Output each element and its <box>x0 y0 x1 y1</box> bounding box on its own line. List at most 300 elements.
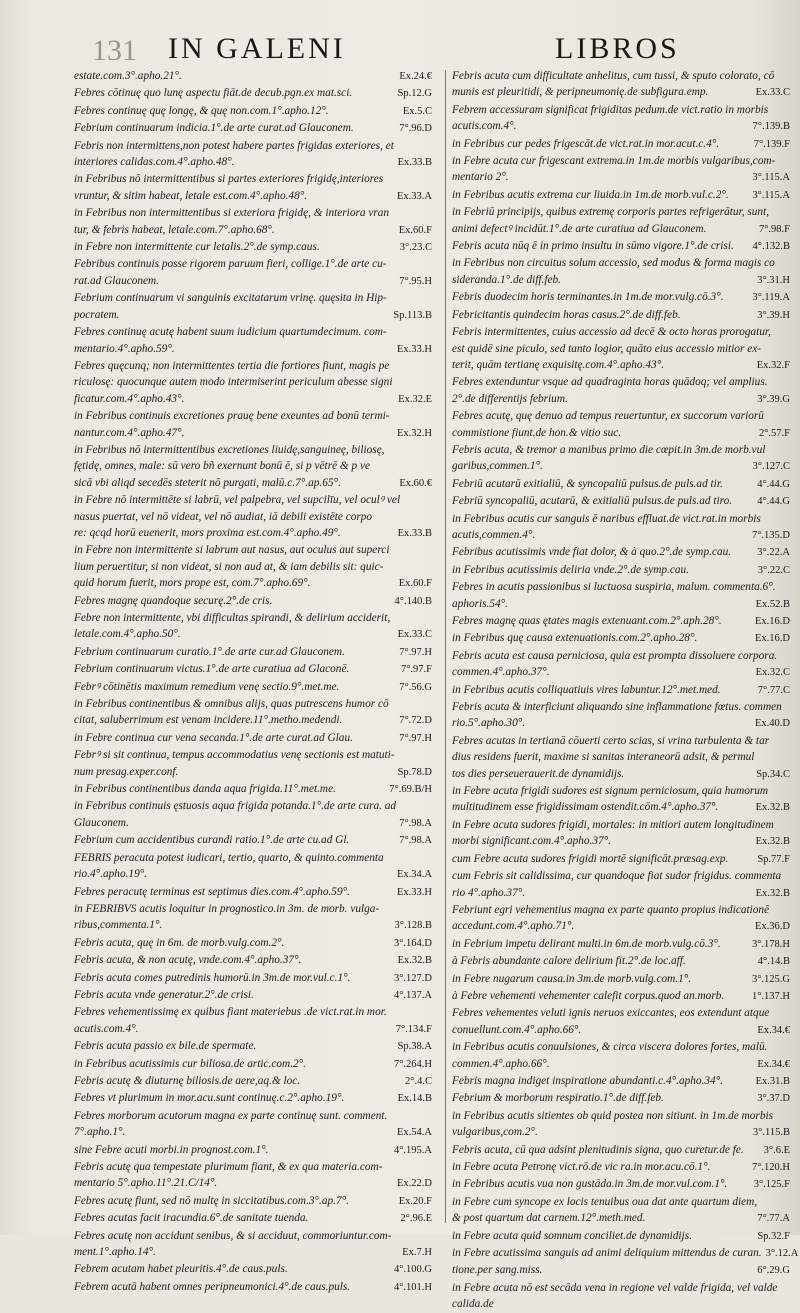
index-entry-text: in Febre nugarum causa.in 3m.de morb.vulg.com.1°. <box>452 972 692 985</box>
index-entry-text: in Febribus nō intermittentibus excretiones liuidę,sanguineę, biliosę, <box>74 443 385 456</box>
index-entry-line <box>74 68 432 85</box>
index-entry-line <box>74 626 432 643</box>
index-entry-line <box>452 118 790 135</box>
index-entry-line <box>452 682 790 699</box>
index-entry-text: ficatur.com.4°.apho.43°. <box>74 392 185 405</box>
index-entry-line <box>452 136 790 153</box>
index-entry-line <box>74 324 432 340</box>
index-entry-reference: 4°.137.A <box>393 989 432 1001</box>
index-entry-text: nasus puertat, vel nō videat, vel nō audiat, iā debili existēte corpo <box>74 510 373 523</box>
index-entry-text: 2°.de differentijs febrium. <box>452 392 568 405</box>
index-entry-text: fętidę, omnes, male: sū vero bñ exernunt bonū ē, si p vētrē & p ve <box>74 460 371 473</box>
index-entry-line <box>74 290 432 306</box>
index-entry-text: in Febribus acutis colliquatiuis vires labuntur.12°.met.med. <box>452 683 721 696</box>
index-entry-text: in Febribus acutis cur sanguis ē naribus effluat.de vict.rat.in morbis <box>452 512 761 525</box>
index-entry-reference: 3°.127.C <box>752 461 790 473</box>
index-entry-text: multitudinem esse frigidissimam ostendit.cōm.4°.apho.37°. <box>452 801 719 814</box>
index-entry-line <box>452 187 790 204</box>
index-entry-line <box>74 1159 432 1175</box>
index-entry-line <box>452 783 790 799</box>
index-entry-line <box>452 953 790 970</box>
index-entry-text: in Febribus acutis sitientes ob quid postea non sitiunt. in 1m.de morbis <box>452 1109 774 1122</box>
index-entry-text: in Febre acuta nō est secāda vena in regione vel valde frigida, vel valde <box>452 1281 778 1294</box>
index-entry-line <box>74 1124 432 1141</box>
index-entry-line <box>74 341 432 358</box>
index-entry-text: dius residens fuerit, maxime si sanitas interaneorū adsit, & permul <box>452 751 755 764</box>
index-entry-line <box>452 799 790 816</box>
index-entry-reference: Ex.32.C <box>755 667 790 679</box>
index-entry-line <box>74 1244 432 1261</box>
index-entry-line <box>74 1038 432 1055</box>
index-entry-text: in Febribus nō intermittentibus si partes exteriores frigidę,interiores <box>74 173 384 186</box>
index-entry-line <box>452 102 790 118</box>
index-entry-text: Febres peracutę terminus est septimus dies.com.4°.apho.59°. <box>74 885 350 898</box>
index-entry-reference: Sp.34.C <box>756 768 790 780</box>
column-divider <box>445 70 446 1223</box>
index-entry-reference: Ex.34.€ <box>757 1024 790 1036</box>
index-entry-reference: Ex.60.F <box>398 578 432 590</box>
index-entry-line <box>74 542 432 558</box>
index-entry-text: Febres acutę non accidunt senibus, & si acciduut, commoriuntur.com- <box>74 1229 392 1242</box>
index-entry-line <box>452 918 790 935</box>
index-entry-reference: Ex.33.C <box>755 87 790 99</box>
index-entry-text: in Febribus continuis ęstuosis aqua frigida potanda.1°.de arte cura. ad <box>74 800 397 813</box>
index-entry-text: in Febre acuta sudores frigidi, mortales: in mitiori autem longitudinem <box>452 818 774 831</box>
index-entry-text: Febres acutas facit iracundia.6°.de sanitate tuenda. <box>74 1212 309 1225</box>
index-entry-line <box>74 1279 432 1296</box>
index-entry-text: in Febre acuta cur frigescant extrema.in 1m.de morbis vulgaribus,com- <box>452 155 776 168</box>
index-entry-reference: 3°.22.C <box>757 564 790 576</box>
index-entry-line <box>452 1228 790 1245</box>
index-entry-reference: Ex.34.A <box>397 869 432 881</box>
index-entry-reference: 7°.134.F <box>395 1023 432 1035</box>
index-entry-text: Febrium continuarum curatio.1°.de arte cur.ad Glauconem. <box>74 645 345 658</box>
index-entry-text: interiores calidas.com.4°.apho.48°. <box>74 156 235 169</box>
index-entry-text: tur, & febris habeat, letale.com.7°.apho.68°. <box>74 223 275 236</box>
index-entry-reference: 4°.101.H <box>393 1281 432 1293</box>
index-entry-reference: Ex.32.B <box>755 836 790 848</box>
index-entry-text: sine Febre acuti morbi.in prognost.com.1°. <box>74 1143 269 1156</box>
index-entry-text: Febris magna indiget inspiratione abundanti.c.4°.apho.34°. <box>452 1074 724 1087</box>
index-entry-text: Febres in acutis passionibus si luctuosa suspiria, malum. commenta.6°. <box>452 581 776 594</box>
index-entry-line <box>74 935 432 952</box>
index-entry-line <box>452 1245 799 1262</box>
index-entry-line <box>452 1262 790 1279</box>
index-entry-line <box>452 324 790 340</box>
index-entry-text: acutis.com.4°. <box>74 1022 139 1035</box>
index-entry-line <box>74 781 432 798</box>
index-entry-reference: 7°.120.H <box>751 1162 790 1173</box>
index-entry-reference: 7°.135.D <box>751 529 790 541</box>
index-entry-text: conuellunt.com.4°.apho.66°. <box>452 1023 582 1036</box>
index-entry-text: tione.per sang.miss. <box>452 1264 543 1277</box>
index-entry-line <box>452 715 790 732</box>
index-entry-line <box>452 204 790 220</box>
index-entry-line <box>452 391 790 408</box>
index-entry-text: Febris acuta, quę in 6m. de morb.vulg.com.2°. <box>74 936 285 949</box>
index-entry-reference: 7°.97.H <box>399 732 432 744</box>
index-entry-reference: Ex.60.F <box>398 224 432 236</box>
index-entry-line <box>452 1005 790 1021</box>
index-entry-reference: 3°.125.G <box>751 973 790 985</box>
index-entry-text: Febris acuta nūq ē in primo insultu in sūmo vigore.1°.de crisi. <box>452 240 734 253</box>
index-entry-reference: Sp.32.F <box>757 1230 790 1242</box>
index-entry-line <box>74 850 432 866</box>
index-entry-line <box>452 699 790 715</box>
index-entry-reference: 3°.164.D <box>393 937 432 949</box>
index-entry-line <box>74 509 432 525</box>
index-entry-text: Febrem acutā habent omnes peripneumonici.4°.de caus.puls. <box>74 1280 351 1293</box>
index-entry-reference: 3°.12.A <box>765 1248 799 1260</box>
index-entry-text: vruntur, & sitim habeat, letale est.com.4°.apho.48°. <box>74 189 308 202</box>
index-entry-reference: Ex.32.B <box>755 802 790 814</box>
index-entry-text: Febres magnę quandoque securę.2°.de cris. <box>74 594 273 607</box>
index-entry-text: Febres acutę, quę denuo ad tempus reuertuntur, ex succorum variorū <box>452 410 764 423</box>
index-entry-reference: 4°.44.G <box>757 496 790 508</box>
index-entry-reference: 3°.128.B <box>394 920 432 932</box>
index-entry-reference: Ex.14.B <box>397 1093 432 1105</box>
index-entry-text: in Febribus continuis excretiones prauę bene exeuntes ad bonū termi- <box>74 410 390 423</box>
index-entry-reference: Ex.32.F <box>756 359 790 371</box>
index-entry-line <box>452 425 790 442</box>
index-entry-text: Febris acuta cum difficultate anhelitus, cum tussi, & sputo colorato, cō <box>452 70 775 82</box>
index-entry-reference: 7°.77.C <box>757 684 790 696</box>
index-entry-reference: Ex.33.H <box>397 343 432 355</box>
index-entry-text: Febres morborum acutorum magna ex parte continuę sunt. comment. <box>74 1109 388 1122</box>
index-entry-reference: 3°.37.D <box>757 1093 790 1105</box>
index-entry-line <box>452 817 790 833</box>
index-entry-reference: Ex.31.B <box>755 1075 790 1087</box>
index-entry-line <box>452 341 790 357</box>
index-entry-line <box>452 1124 790 1141</box>
index-entry-line <box>452 307 790 324</box>
index-entry-line <box>452 1210 790 1227</box>
index-entry-reference: Ex.7.H <box>402 1247 432 1259</box>
index-entry-reference: Sp.77.F <box>757 853 790 865</box>
index-entry-text: commistione fiunt.de hon.& vitio suc. <box>452 426 622 439</box>
index-entry-line <box>452 613 790 630</box>
index-entry-line <box>452 408 790 424</box>
index-entry-line <box>452 357 790 374</box>
index-entry-line <box>452 527 790 544</box>
index-entry-text: in Febre continua cur vena secanda.1°.de arte curat.ad Glau. <box>74 731 353 744</box>
index-entry-line <box>74 1193 432 1210</box>
index-entry-text: in Febribus acutis vua non gustāda.in 3m.de mor.vul.com.1°. <box>452 1178 728 1191</box>
index-entry-text: cum Febris sit calidissima, cur quandoque fiat sudor frigidus. commenta <box>452 870 782 883</box>
index-entry-line <box>74 644 432 661</box>
index-entry-text: Febres cōtinuę quo lunę aspectu fiāt.de decub.pgn.ex mat.sci. <box>74 87 353 100</box>
index-entry-reference: 3°.39.H <box>757 309 790 321</box>
index-entry-line <box>74 154 432 171</box>
index-entry-line <box>74 593 432 610</box>
index-entry-text: FEBRIS peracuta potest iudicari, tertio, quarto, & quinto.commenta <box>74 851 384 864</box>
index-entry-line <box>74 832 432 849</box>
index-entry-text: tos dies perseuerauerit.de dynamidijs. <box>452 767 625 780</box>
index-entry-text: in Febribus acutis extrema cur liuida.in 1m.de morb.vul.c.2°. <box>452 188 729 201</box>
index-entry-line <box>74 866 432 883</box>
index-entry-reference: 3°.23.C <box>399 242 432 254</box>
index-entry-line <box>452 1022 790 1039</box>
index-entry-line <box>74 712 432 729</box>
index-entry-reference: 7°.98.F <box>758 223 790 235</box>
index-entry-reference: 3°.127.D <box>393 972 432 984</box>
index-entry-reference: 7°.72.D <box>399 715 432 727</box>
index-entry-text: in Febre cum syncope ex locis tenuibus oua dat ante quartum diem, <box>452 1195 758 1208</box>
index-entry-line <box>452 868 790 884</box>
index-entry-text: in Febre acuta frigidi sudores est signum perniciosum, quia humorum <box>452 785 769 798</box>
index-entry-reference: Ex.40.D <box>755 718 790 730</box>
index-entry-line <box>74 970 432 987</box>
index-entry-reference: 4°.14.B <box>757 956 790 968</box>
index-entry-line <box>452 1073 790 1090</box>
index-entry-line <box>452 1296 790 1312</box>
index-entry-text: animi defectꝰ incidūt.1°.de arte curatiua ad Glauconem. <box>452 222 707 235</box>
index-entry-line <box>74 188 432 205</box>
index-entry-text: in Febribus quę causa extenuationis.com.2°.apho.28°. <box>452 632 698 645</box>
index-entry-text: num presag.exper.conf. <box>74 765 179 778</box>
index-entry-line <box>452 833 790 850</box>
index-entry-text: acutis,commen.4°. <box>452 528 536 541</box>
index-entry-text: Febriū syncopaliū, acutarū, & exitialiū pulsus.de puls.ad tiro. <box>452 495 733 508</box>
index-entry-text: accedunt.com.4°.apho.71°. <box>452 920 575 933</box>
index-entry-text: terit, quām tertianę exquisitę.com.4°.apho.43°. <box>452 358 665 371</box>
index-entry-text: in Febribus acutissimis deliria vnde.2°.de symp.cau. <box>452 563 690 576</box>
index-entry-text: Febres acutę fiunt, sed nō multę in siccitatibus.com.3°.ap.7°. <box>74 1194 349 1207</box>
index-entry-text: Febrium cum accidentibus curandi ratio.1°.de arte cu.ad Gl. <box>74 834 350 847</box>
index-entry-reference: 7°.98.A <box>399 817 432 829</box>
index-entry-line <box>74 987 432 1004</box>
index-entry-text: sicā vbi aliqd secedēs steterit nō purgati, malū.c.7°.ap.65°. <box>74 476 341 489</box>
index-entry-reference: 3°.6.E <box>763 1144 790 1156</box>
index-entry-text: Febricitantis quindecim horas casus.2°.de diff.feb. <box>452 308 681 321</box>
index-entry-line <box>452 289 790 306</box>
index-entry-reference: 4°.44.G <box>757 478 790 490</box>
index-entry-reference: Ex.34.€ <box>757 1058 790 1070</box>
index-entry-text: Febris acuta, cū qua adsint plenitudinis signa, quo curetur.de fe. <box>452 1143 744 1156</box>
index-entry-text: pocratem. <box>74 308 120 321</box>
index-entry-reference: Sp.38.A <box>397 1041 432 1053</box>
index-entry-text: Febres acutas in tertianā cōuerti certo scias, si vrina turbulenta & tar <box>452 734 770 747</box>
index-entry-text: calida.de <box>452 1298 494 1311</box>
index-entry-reference: 7°.96.D <box>399 123 432 135</box>
index-entry-text: in Febribus acutissimis cur biliosa.de artic.com.2°. <box>74 1057 307 1070</box>
index-entry-text: Febriunt egri vehementius magna ex parte quanto propius indicationē <box>452 903 770 916</box>
index-entry-text: Febres quęcunq; non intermittentes tertia die fortiores fiunt, magis pe <box>74 359 390 372</box>
index-entry-line <box>452 988 790 1005</box>
index-entry-line <box>452 1280 790 1296</box>
running-title-right: LIBROS <box>555 32 680 65</box>
index-entry-text: re: qcqd horū euenerit, mors proxima est.com.4°.apho.49°. <box>74 526 341 539</box>
index-entry-reference: 7°.139.F <box>753 138 790 150</box>
index-entry-line <box>74 103 432 120</box>
index-entry-line <box>74 458 432 474</box>
index-entry-text: in Febribus continentibus danda aqua frigida.11°.met.me. <box>74 783 336 796</box>
index-entry-text: vulgaribus,com.2°. <box>452 1126 538 1139</box>
index-entry-line <box>452 851 790 868</box>
index-entry-text: lium peruertitur, si non videat, si non aud at, & iam debilis sit: quic- <box>74 560 384 573</box>
index-entry-reference: 4°.195.A <box>393 1144 432 1156</box>
index-entry-line <box>74 358 432 374</box>
index-entry-line <box>452 664 790 681</box>
index-entry-reference: 7°.97.F <box>400 664 432 676</box>
index-entry-line <box>452 579 790 595</box>
index-entry-line <box>452 1142 790 1159</box>
index-entry-reference: 3°.125.F <box>753 1179 790 1191</box>
index-entry-line <box>452 733 790 749</box>
index-entry-reference: 2°.4.C <box>405 1075 432 1087</box>
index-entry-line <box>452 1194 790 1210</box>
index-entry-reference: 6°.29.G <box>757 1265 790 1277</box>
index-entry-text: à Febris abundante calore delirium fit.2°.de loc.aff. <box>452 955 686 968</box>
index-entry-text: Febris acutę & diuturnę biliosis.de aere,aq.& loc. <box>74 1074 301 1087</box>
index-entry-reference: 7°.97.H <box>399 646 432 658</box>
index-entry-line <box>74 815 432 832</box>
index-entry-line <box>452 1159 790 1176</box>
index-entry-line <box>74 1073 432 1090</box>
index-entry-line <box>452 374 790 390</box>
index-entry-text: Febres vt plurimum in mor.acu.sunt continuę.c.2°.apho.19°. <box>74 1092 345 1105</box>
index-entry-reference: Ex.32.B <box>755 887 790 899</box>
index-entry-line <box>74 492 432 508</box>
index-entry-reference: 3°.115.B <box>752 1127 790 1139</box>
index-entry-text: Febres continuę quę longę, & quę non.com.1°.apho.12°. <box>74 104 329 117</box>
index-entry-reference: 7°.98.A <box>399 835 432 847</box>
index-entry-line <box>452 749 790 765</box>
index-entry-text: ribus,commenta.1°. <box>74 919 163 932</box>
index-entry-text: Febriū acutarū exitialiū, & syncopaliū pulsus.de puls.ad tir. <box>452 477 723 490</box>
index-entry-text: in Febribus non circuitus solum accessio, sed modus & forma magis co <box>452 257 775 270</box>
index-entry-text: Febris acuta comes putredinis humorū.in 3m.de mor.vul.c.1°. <box>74 971 351 984</box>
index-entry-line <box>452 596 790 613</box>
index-entry-text: mentario 2°. <box>452 171 509 184</box>
index-entry-text: à Febre vehementi vehementer calefit corpus.quod an.morb. <box>452 989 725 1002</box>
index-entry-text: Febris acuta, & non acutę, vnde.com.4°.apho.37°. <box>74 954 302 967</box>
index-entry-line <box>74 679 432 696</box>
index-entry-text: Febres magnę quas ętates magis extenuant.com.2°.aph.28°. <box>452 615 722 627</box>
index-entry-text: in Febre acutissima sanguis ad animi deliquium mittendus de curan. <box>452 1247 762 1260</box>
index-entry-text: Febrꝰ cōtinētis maximum remedium venę sectio.9°.met.me. <box>74 680 340 693</box>
index-entry-line <box>74 696 432 712</box>
index-entry-line <box>74 1210 432 1227</box>
index-entry-reference: Ex.54.A <box>397 1127 432 1139</box>
index-entry-text: Febrꝰ si sit continua, tempus accommodatius venę sectionis est matuti- <box>74 749 395 762</box>
index-entry-reference: 1°.137.H <box>751 990 790 1002</box>
index-entry-text: Febris acutę qua tempestate plurimum fiant, & ex qua materia.com- <box>74 1161 383 1173</box>
index-entry-reference: Ex.5.C <box>402 105 432 117</box>
index-entry-text: Febrium continuarum indicia.1°.de arte curat.ad Glauconem. <box>74 122 354 135</box>
index-entry-reference: 3°.22.A <box>757 547 790 559</box>
index-entry-line <box>452 493 790 510</box>
index-entry-text: in Febrium impetu delirant multi.in 6m.de morb.vulg.cō.3°. <box>452 937 721 950</box>
index-entry-line <box>74 120 432 137</box>
index-entry-reference: 4°.140.B <box>394 595 432 607</box>
index-entry-reference: 3°.119.A <box>752 292 790 304</box>
index-entry-text: in Febre acuta Petronę vict.rō.de vic ra.in mor.acu.cō.1°. <box>452 1161 711 1173</box>
index-entry-reference: Ex.32.E <box>398 393 432 405</box>
index-entry-line <box>74 205 432 221</box>
index-entry-line <box>74 1021 432 1038</box>
index-entry-line <box>74 1108 432 1124</box>
index-entry-line <box>74 256 432 272</box>
index-entry-text: Febres vehementissimę ex quibus fiant materiebus .de vict.rat.in mor. <box>74 1006 387 1019</box>
index-entry-line <box>452 84 790 101</box>
index-entry-line <box>74 222 432 239</box>
index-entry-line <box>452 153 790 169</box>
index-column-left <box>74 68 432 1293</box>
index-entry-line <box>452 902 790 918</box>
index-entry-reference: Ex.20.F <box>398 1195 432 1207</box>
index-entry-reference: Ex.16.D <box>755 616 790 627</box>
index-entry-line <box>74 239 432 256</box>
index-entry-reference: 3°.178.H <box>751 938 790 950</box>
index-entry-line <box>74 1056 432 1073</box>
index-entry-reference: Sp.78.D <box>397 766 432 778</box>
index-entry-reference: 2°.96.E <box>400 1213 432 1225</box>
index-entry-line <box>74 525 432 542</box>
index-entry-text: cum Febre acuta sudores frigidi mortē significāt.præsag.exp. <box>452 852 729 865</box>
index-entry-reference: Ex.33.B <box>397 157 432 169</box>
index-entry-text: in Febriū principijs, quibus extremę corporis partes refrigerātur, sunt, <box>452 206 770 219</box>
index-entry-line <box>74 747 432 763</box>
index-entry-line <box>74 730 432 747</box>
index-entry-text: Glauconem. <box>74 816 129 829</box>
index-entry-line <box>452 1108 790 1124</box>
index-entry-line <box>74 764 432 781</box>
index-entry-text: morbi significant.com.4°.apho.37°. <box>452 835 612 848</box>
index-entry-line <box>452 562 790 579</box>
index-entry-line <box>452 68 790 84</box>
index-entry-text: Febrium & morborum respiratio.1°.de diff.feb. <box>452 1092 664 1105</box>
index-entry-reference: Ex.60.€ <box>399 477 432 489</box>
index-entry-reference: 7°.69.B/H <box>389 784 432 796</box>
index-entry-line <box>74 901 432 917</box>
index-entry-text: rio.5°.apho.30°. <box>452 717 526 730</box>
index-entry-line <box>452 272 790 289</box>
index-entry-line <box>452 238 790 255</box>
index-entry-text: in Febre non intermittente si labrum aut nasus, aut oculus aut superci <box>74 544 390 557</box>
index-entry-text: Febres continuę acutę habent suum iudicium quartumdecimum. com- <box>74 326 387 339</box>
index-entry-text: quid horum fuerit, mors prope est, com.7°.apho.69°. <box>74 577 311 590</box>
index-entry-reference: 4°.132.B <box>752 241 790 253</box>
index-entry-text: estate.com.3°.apho.21°. <box>74 70 182 82</box>
index-entry-text: rio 4°.apho.37°. <box>452 886 526 899</box>
index-entry-text: Febris acuta est causa perniciosa, quia est prompta dissoluere corpora. <box>452 649 778 662</box>
index-entry-line <box>74 559 432 575</box>
index-entry-text: Febres extenduntur vsque ad quadraginta horas quādoq; vel amplius. <box>452 376 768 389</box>
index-entry-text: in Febribus non intermittentibus si exteriora frigidę, & interiora vran <box>74 207 390 220</box>
index-entry-text: Febris acuta, & tremor a manibus primo die cœpit.in 3m.de morb.vul <box>452 443 766 456</box>
index-entry-line <box>74 273 432 290</box>
index-entry-reference: 7°.95.H <box>399 275 432 287</box>
index-entry-reference: Ex.33.A <box>397 190 432 202</box>
index-entry-line <box>452 971 790 988</box>
index-entry-line <box>452 648 790 664</box>
index-entry-reference: Ex.52.B <box>755 598 790 610</box>
index-entry-text: aphoris.54°. <box>452 597 508 610</box>
index-entry-text: in Febribus continentibus & omnibus alijs, quas putrescens humor cō <box>74 698 389 711</box>
index-entry-line <box>74 442 432 458</box>
index-entry-line <box>452 1039 790 1055</box>
index-entry-reference: 3°.39.G <box>757 393 790 405</box>
index-entry-text: Febris non intermittens,non potest habere partes frigidas exteriores, et <box>74 139 394 152</box>
index-entry-reference: 4°.100.G <box>393 1264 432 1276</box>
index-entry-text: in Febribus cur pedes frigescāt.de vict.rat.in mor.acut.c.4°. <box>452 137 720 150</box>
index-entry-text: est quidē sine piculo, sed tanto logior, quāto eius accessio mitior ex- <box>452 342 762 355</box>
index-entry-line <box>74 374 432 390</box>
index-entry-text: mentario.4°.apho.59°. <box>74 342 175 355</box>
index-entry-reference: 7°.264.H <box>393 1058 432 1070</box>
index-entry-text: ment.1°.apho.14°. <box>74 1246 156 1259</box>
